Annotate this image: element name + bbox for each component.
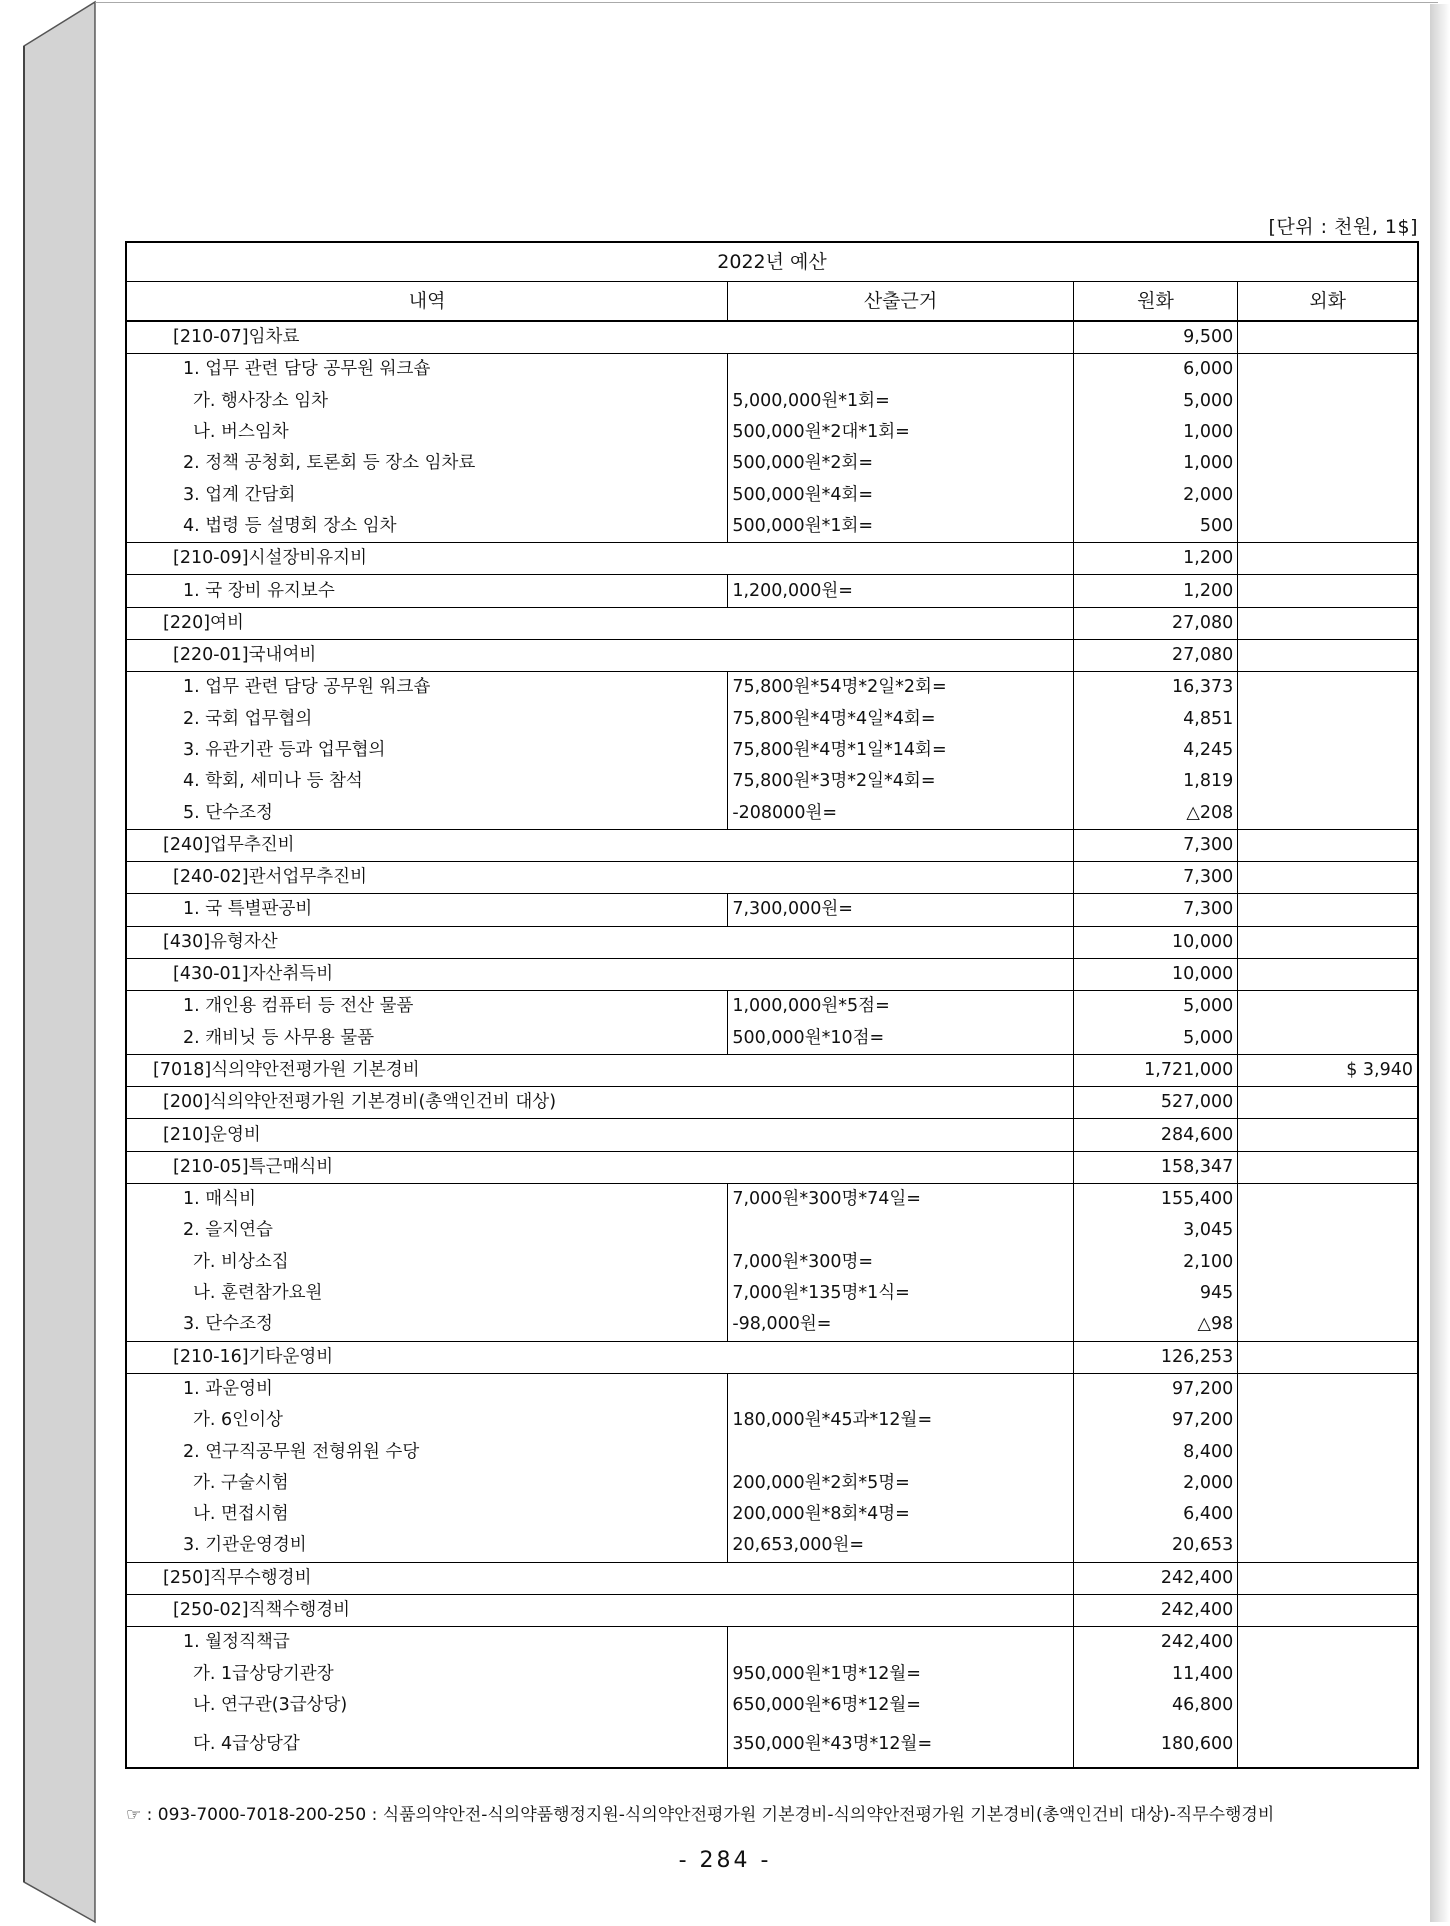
row-krw: 242,400 bbox=[1073, 1627, 1238, 1659]
row-foreign bbox=[1238, 1627, 1418, 1659]
row-basis bbox=[728, 1627, 1073, 1659]
row-krw: 4,851 bbox=[1073, 704, 1238, 735]
row-basis: 75,800원*4명*4일*4회= bbox=[728, 704, 1073, 735]
row-name: 1. 과운영비 bbox=[126, 1373, 728, 1405]
row-basis: 7,000원*135명*1식= bbox=[728, 1278, 1073, 1309]
table-row bbox=[126, 1054, 1418, 1086]
row-krw: 97,200 bbox=[1073, 1373, 1238, 1405]
row-foreign bbox=[1238, 766, 1418, 797]
table-row bbox=[126, 1023, 1418, 1055]
row-krw: 500 bbox=[1073, 511, 1238, 543]
row-name: [430-01]자산취득비 bbox=[126, 958, 1073, 990]
row-foreign bbox=[1238, 1247, 1418, 1278]
row-foreign bbox=[1238, 543, 1418, 575]
row-krw: 2,000 bbox=[1073, 1468, 1238, 1499]
row-krw: 180,600 bbox=[1073, 1721, 1238, 1768]
row-foreign bbox=[1238, 639, 1418, 671]
header-basis: 산출근거 bbox=[728, 282, 1073, 322]
table-row bbox=[126, 543, 1418, 575]
row-basis bbox=[728, 1436, 1073, 1467]
row-foreign bbox=[1238, 672, 1418, 704]
row-name: 가. 6인이상 bbox=[126, 1405, 728, 1436]
table-row bbox=[126, 1309, 1418, 1341]
row-krw: 1,200 bbox=[1073, 575, 1238, 607]
row-name: 3. 업계 간담회 bbox=[126, 479, 728, 510]
row-name: 나. 연구관(3급상당) bbox=[126, 1690, 728, 1721]
row-krw: 6,400 bbox=[1073, 1499, 1238, 1530]
row-foreign bbox=[1238, 894, 1418, 926]
row-basis: 500,000원*2회= bbox=[728, 448, 1073, 479]
row-name: [250-02]직책수행경비 bbox=[126, 1594, 1073, 1626]
table-row bbox=[126, 607, 1418, 639]
row-name: 가. 행사장소 임차 bbox=[126, 386, 728, 417]
row-krw: 27,080 bbox=[1073, 639, 1238, 671]
table-row bbox=[126, 1530, 1418, 1562]
table-row bbox=[126, 894, 1418, 926]
table-row bbox=[126, 1278, 1418, 1309]
row-foreign bbox=[1238, 1184, 1418, 1216]
header-foreign: 외화 bbox=[1238, 282, 1418, 322]
row-foreign bbox=[1238, 511, 1418, 543]
row-krw: 158,347 bbox=[1073, 1151, 1238, 1183]
row-foreign bbox=[1238, 448, 1418, 479]
row-krw: 945 bbox=[1073, 1278, 1238, 1309]
row-name: [210-05]특근매식비 bbox=[126, 1151, 1073, 1183]
table-row bbox=[126, 704, 1418, 735]
row-foreign bbox=[1238, 1562, 1418, 1594]
row-name: [210]운영비 bbox=[126, 1119, 1073, 1151]
row-name: 1. 국 장비 유지보수 bbox=[126, 575, 728, 607]
table-row bbox=[126, 1151, 1418, 1183]
row-foreign bbox=[1238, 1658, 1418, 1689]
row-foreign bbox=[1238, 1721, 1418, 1768]
table-row bbox=[126, 1087, 1418, 1119]
row-krw: △98 bbox=[1073, 1309, 1238, 1341]
row-krw: 27,080 bbox=[1073, 607, 1238, 639]
row-name: [210-16]기타운영비 bbox=[126, 1341, 1073, 1373]
row-foreign bbox=[1238, 1594, 1418, 1626]
row-name: 1. 매식비 bbox=[126, 1184, 728, 1216]
table-row bbox=[126, 1658, 1418, 1689]
row-foreign bbox=[1238, 1278, 1418, 1309]
table-row bbox=[126, 511, 1418, 543]
row-name: 2. 을지연습 bbox=[126, 1215, 728, 1246]
row-krw: 11,400 bbox=[1073, 1658, 1238, 1689]
footnote: ☞ : 093-7000-7018-200-250 : 식품의약안전-식의약품행정지원-식의약안전평가원 기본경비-식의약안전평가원 기본경비(총액인건비 대상)-직무수행경비 bbox=[126, 1805, 1275, 1825]
row-name: 3. 단수조정 bbox=[126, 1309, 728, 1341]
row-basis: 7,000원*300명= bbox=[728, 1247, 1073, 1278]
row-krw: 5,000 bbox=[1073, 991, 1238, 1023]
row-basis: 650,000원*6명*12월= bbox=[728, 1690, 1073, 1721]
table-row bbox=[126, 1405, 1418, 1436]
row-basis: 500,000원*2대*1회= bbox=[728, 417, 1073, 448]
table-row bbox=[126, 1499, 1418, 1530]
row-basis: 180,000원*45과*12월= bbox=[728, 1405, 1073, 1436]
row-krw: 46,800 bbox=[1073, 1690, 1238, 1721]
table-row bbox=[126, 1468, 1418, 1499]
table-row bbox=[126, 354, 1418, 386]
table-row bbox=[126, 479, 1418, 510]
table-row bbox=[126, 1247, 1418, 1278]
row-name: 2. 정책 공청회, 토론회 등 장소 임차료 bbox=[126, 448, 728, 479]
row-name: 3. 기관운영경비 bbox=[126, 1530, 728, 1562]
row-krw: 9,500 bbox=[1073, 321, 1238, 354]
row-basis: 5,000,000원*1회= bbox=[728, 386, 1073, 417]
row-foreign bbox=[1238, 735, 1418, 766]
row-foreign bbox=[1238, 1530, 1418, 1562]
row-basis: -98,000원= bbox=[728, 1309, 1073, 1341]
row-foreign bbox=[1238, 829, 1418, 861]
table-row bbox=[126, 1721, 1418, 1768]
row-krw: 6,000 bbox=[1073, 354, 1238, 386]
table-row bbox=[126, 417, 1418, 448]
table-row bbox=[126, 639, 1418, 671]
row-name: 나. 면접시험 bbox=[126, 1499, 728, 1530]
unit-note: [단위 : 천원, 1$] bbox=[1268, 216, 1418, 238]
row-name: 2. 연구직공무원 전형위원 수당 bbox=[126, 1436, 728, 1467]
row-name: 나. 버스임차 bbox=[126, 417, 728, 448]
row-name: [210-07]임차료 bbox=[126, 321, 1073, 354]
row-basis: 500,000원*4회= bbox=[728, 479, 1073, 510]
table-title: 2022년 예산 bbox=[126, 242, 1418, 282]
row-foreign bbox=[1238, 1468, 1418, 1499]
row-basis: 7,300,000원= bbox=[728, 894, 1073, 926]
table-row bbox=[126, 1594, 1418, 1626]
table-row bbox=[126, 321, 1418, 354]
table-row bbox=[126, 797, 1418, 829]
row-basis bbox=[728, 1215, 1073, 1246]
table-row bbox=[126, 1341, 1418, 1373]
row-foreign bbox=[1238, 575, 1418, 607]
row-foreign bbox=[1238, 1151, 1418, 1183]
table-row bbox=[126, 1373, 1418, 1405]
row-krw: 527,000 bbox=[1073, 1087, 1238, 1119]
row-basis: 1,000,000원*5점= bbox=[728, 991, 1073, 1023]
header-krw: 원화 bbox=[1073, 282, 1238, 322]
row-krw: 242,400 bbox=[1073, 1594, 1238, 1626]
page-number: - 284 - bbox=[678, 1848, 772, 1873]
row-name: 1. 월정직책급 bbox=[126, 1627, 728, 1659]
table-row bbox=[126, 448, 1418, 479]
row-basis: 350,000원*43명*12월= bbox=[728, 1721, 1073, 1768]
row-foreign bbox=[1238, 1341, 1418, 1373]
row-foreign bbox=[1238, 862, 1418, 894]
row-basis: 950,000원*1명*12월= bbox=[728, 1658, 1073, 1689]
table-row bbox=[126, 1690, 1418, 1721]
table-row bbox=[126, 862, 1418, 894]
row-foreign bbox=[1238, 1309, 1418, 1341]
row-name: 가. 구술시험 bbox=[126, 1468, 728, 1499]
row-foreign bbox=[1238, 386, 1418, 417]
row-name: [240-02]관서업무추진비 bbox=[126, 862, 1073, 894]
row-name: 1. 업무 관련 담당 공무원 워크숍 bbox=[126, 672, 728, 704]
table-row bbox=[126, 991, 1418, 1023]
row-name: 4. 학회, 세미나 등 참석 bbox=[126, 766, 728, 797]
row-krw: 2,000 bbox=[1073, 479, 1238, 510]
row-foreign bbox=[1238, 1087, 1418, 1119]
row-basis: 75,800원*54명*2일*2회= bbox=[728, 672, 1073, 704]
table-body bbox=[126, 321, 1418, 1768]
table-row bbox=[126, 1119, 1418, 1151]
row-name: [220-01]국내여비 bbox=[126, 639, 1073, 671]
row-krw: 7,300 bbox=[1073, 894, 1238, 926]
row-krw: 16,373 bbox=[1073, 672, 1238, 704]
row-name: 3. 유관기관 등과 업무협의 bbox=[126, 735, 728, 766]
row-krw: 5,000 bbox=[1073, 1023, 1238, 1055]
row-name: [200]식의약안전평가원 기본경비(총액인건비 대상) bbox=[126, 1087, 1073, 1119]
row-name: 나. 훈련참가요원 bbox=[126, 1278, 728, 1309]
row-basis: 500,000원*10점= bbox=[728, 1023, 1073, 1055]
row-name: 1. 국 특별판공비 bbox=[126, 894, 728, 926]
row-foreign bbox=[1238, 1499, 1418, 1530]
table-row bbox=[126, 1436, 1418, 1467]
row-krw: 1,000 bbox=[1073, 448, 1238, 479]
row-basis: 75,800원*4명*1일*14회= bbox=[728, 735, 1073, 766]
row-foreign bbox=[1238, 1436, 1418, 1467]
header-details: 내역 bbox=[126, 282, 728, 322]
row-krw: 284,600 bbox=[1073, 1119, 1238, 1151]
row-basis: 7,000원*300명*74일= bbox=[728, 1184, 1073, 1216]
table-row bbox=[126, 735, 1418, 766]
row-foreign bbox=[1238, 479, 1418, 510]
row-foreign bbox=[1238, 797, 1418, 829]
row-name: 2. 국회 업무협의 bbox=[126, 704, 728, 735]
row-foreign bbox=[1238, 1119, 1418, 1151]
table-row bbox=[126, 829, 1418, 861]
table-row bbox=[126, 1627, 1418, 1659]
table-row bbox=[126, 386, 1418, 417]
row-foreign bbox=[1238, 417, 1418, 448]
row-krw: 5,000 bbox=[1073, 386, 1238, 417]
row-basis: -208000원= bbox=[728, 797, 1073, 829]
row-krw: 20,653 bbox=[1073, 1530, 1238, 1562]
table-row bbox=[126, 672, 1418, 704]
row-krw: 3,045 bbox=[1073, 1215, 1238, 1246]
row-name: [220]여비 bbox=[126, 607, 1073, 639]
row-name: 다. 4급상당갑 bbox=[126, 1721, 728, 1768]
row-krw: 1,721,000 bbox=[1073, 1054, 1238, 1086]
row-krw: 242,400 bbox=[1073, 1562, 1238, 1594]
row-basis: 75,800원*3명*2일*4회= bbox=[728, 766, 1073, 797]
row-name: [210-09]시설장비유지비 bbox=[126, 543, 1073, 575]
row-basis: 1,200,000원= bbox=[728, 575, 1073, 607]
table-title-row bbox=[126, 242, 1418, 282]
table-row bbox=[126, 958, 1418, 990]
row-basis: 20,653,000원= bbox=[728, 1530, 1073, 1562]
table-row bbox=[126, 926, 1418, 958]
row-foreign bbox=[1238, 354, 1418, 386]
table-row bbox=[126, 1562, 1418, 1594]
row-name: [7018]식의약안전평가원 기본경비 bbox=[126, 1054, 1073, 1086]
row-krw: 10,000 bbox=[1073, 958, 1238, 990]
row-krw: 126,253 bbox=[1073, 1341, 1238, 1373]
row-krw: 7,300 bbox=[1073, 862, 1238, 894]
row-krw: 1,200 bbox=[1073, 543, 1238, 575]
page-shadow bbox=[1430, 4, 1450, 1922]
row-foreign bbox=[1238, 1405, 1418, 1436]
row-foreign bbox=[1238, 991, 1418, 1023]
row-foreign bbox=[1238, 926, 1418, 958]
row-basis bbox=[728, 1373, 1073, 1405]
row-foreign bbox=[1238, 607, 1418, 639]
row-krw: 4,245 bbox=[1073, 735, 1238, 766]
row-name: 가. 비상소집 bbox=[126, 1247, 728, 1278]
row-krw: 8,400 bbox=[1073, 1436, 1238, 1467]
row-name: 가. 1급상당기관장 bbox=[126, 1658, 728, 1689]
row-krw: 7,300 bbox=[1073, 829, 1238, 861]
row-foreign: $ 3,940 bbox=[1238, 1054, 1418, 1086]
row-basis: 500,000원*1회= bbox=[728, 511, 1073, 543]
row-krw: 1,819 bbox=[1073, 766, 1238, 797]
table-row bbox=[126, 575, 1418, 607]
row-name: 4. 법령 등 설명회 장소 임차 bbox=[126, 511, 728, 543]
row-name: [240]업무추진비 bbox=[126, 829, 1073, 861]
row-basis: 200,000원*8회*4명= bbox=[728, 1499, 1073, 1530]
row-foreign bbox=[1238, 1373, 1418, 1405]
row-basis bbox=[728, 354, 1073, 386]
row-krw: 97,200 bbox=[1073, 1405, 1238, 1436]
row-name: [250]직무수행경비 bbox=[126, 1562, 1073, 1594]
row-krw: 2,100 bbox=[1073, 1247, 1238, 1278]
table-header-row bbox=[126, 282, 1418, 322]
row-foreign bbox=[1238, 1690, 1418, 1721]
table-row bbox=[126, 1184, 1418, 1216]
row-foreign bbox=[1238, 704, 1418, 735]
row-krw: 1,000 bbox=[1073, 417, 1238, 448]
row-foreign bbox=[1238, 958, 1418, 990]
table-row bbox=[126, 766, 1418, 797]
row-name: 5. 단수조정 bbox=[126, 797, 728, 829]
row-basis: 200,000원*2회*5명= bbox=[728, 1468, 1073, 1499]
row-krw: 10,000 bbox=[1073, 926, 1238, 958]
budget-table bbox=[125, 241, 1419, 1769]
row-foreign bbox=[1238, 321, 1418, 354]
row-name: 1. 업무 관련 담당 공무원 워크숍 bbox=[126, 354, 728, 386]
table-row bbox=[126, 1215, 1418, 1246]
row-krw: 155,400 bbox=[1073, 1184, 1238, 1216]
row-krw: △208 bbox=[1073, 797, 1238, 829]
row-foreign bbox=[1238, 1023, 1418, 1055]
row-name: [430]유형자산 bbox=[126, 926, 1073, 958]
row-foreign bbox=[1238, 1215, 1418, 1246]
row-name: 1. 개인용 컴퓨터 등 전산 물품 bbox=[126, 991, 728, 1023]
row-name: 2. 캐비닛 등 사무용 물품 bbox=[126, 1023, 728, 1055]
